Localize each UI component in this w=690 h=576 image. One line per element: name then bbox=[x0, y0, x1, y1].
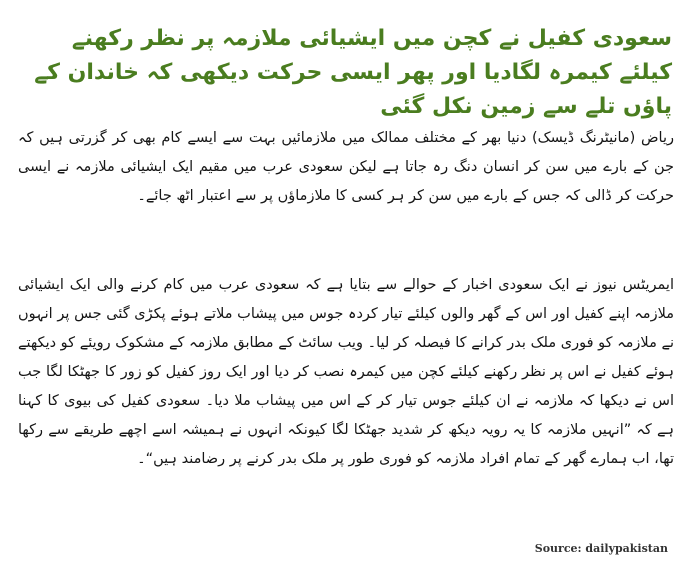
article-paragraph-2: ایمریٹس نیوز نے ایک سعودی اخبار کے حوالے سے بتایا ہے کہ سعودی عرب میں کام کرنے والی ایک ایشیائی ملازمہ اپنے کفیل اور اس کے گھر والوں کیلئے تیار کردہ جوس میں پیشاب ملاتے ہوئے پکڑی گئی جس پر انہوں نے ملازمہ کو فوری ملک بدر کرانے کا فیصلہ کر لیا۔ ویب سائٹ کے مطابق ملازمہ کے مشکوک رویئے کو دیکھتے ہوئے کفیل نے اس پر نظر رکھنے کیلئے کچن میں کیمرہ نصب کر دیا اور ایک روز کفیل کو زور کا جھٹکا لگا جب اس نے دیکھا کہ ملازمہ نے ان کیلئے جوس تیار کر کے اس میں پیشاب ملا دیا۔ سعودی کفیل کی بیوی کا کہنا ہے کہ ”انہیں ملازمہ کا یہ رویہ دیکھ کر شدید جھٹکا لگا کیونکہ انہوں نے ہمیشہ اسے اچھے طریقے سے رکھا تھا، اب ہمارے گھر کے تمام افراد ملازمہ کو فوری طور پر ملک بدر کرنے پر رضامند ہیں“۔ bbox=[18, 277, 674, 467]
article-paragraph-1: ریاض (مانیٹرنگ ڈیسک) دنیا بھر کے مختلف ممالک میں ملازمائیں بہت سے ایسے کام بھی کر گزرتی ہیں کہ جن کے بارے میں سن کر انسان دنگ رہ جاتا ہے لیکن سعودی عرب میں مقیم ایک ایشیائی ملازمہ نے ایسی حرکت کر ڈالی کہ جس کے بارے میں سن کر ہر کسی کا ملازماؤں پر سے اعتبار اٹھ جائے۔ bbox=[18, 130, 674, 204]
article-headline: سعودی کفیل نے کچن میں ایشیائی ملازمہ پر نظر رکھنے کیلئے کیمرہ لگادیا اور پھر ایسی حرکت دیکھی کہ خاندان کے پاؤں تلے سے زمین نکل گئی bbox=[34, 26, 672, 119]
source-credit: Source: dailypakistan bbox=[534, 542, 668, 555]
